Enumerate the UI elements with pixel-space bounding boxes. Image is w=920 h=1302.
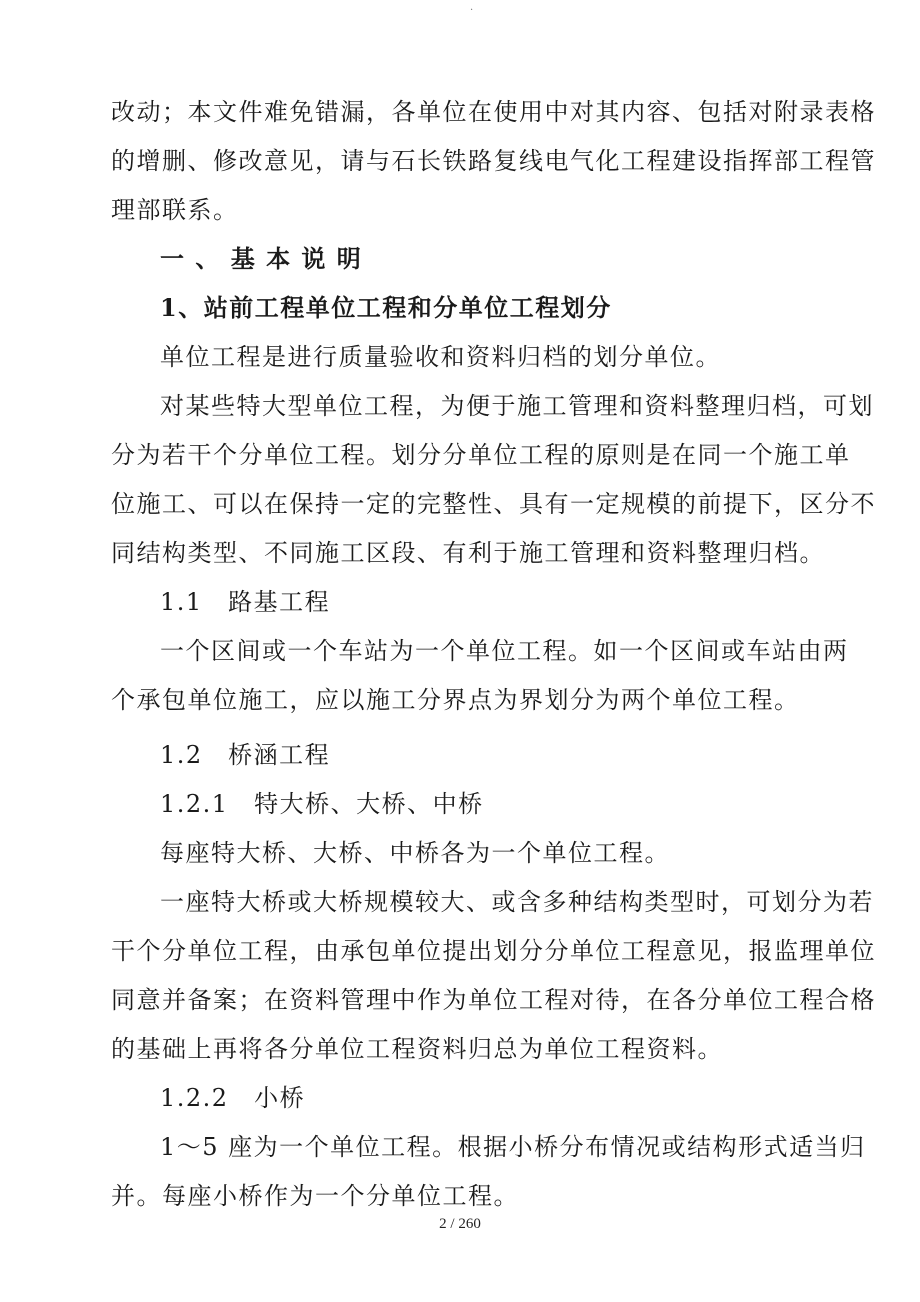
paragraph-6-line-1: 1～5 座为一个单位工程。根据小桥分布情况或结构形式适当归 [160, 1133, 866, 1161]
paragraph-6-line-2: 并。每座小桥作为一个分单位工程。 [111, 1182, 519, 1210]
heading-1-2: 1.2 桥涵工程 [160, 741, 331, 769]
paragraph-5-line-1: 一座特大桥或大桥规模较大、或含多种结构类型时，可划分为若 [160, 888, 874, 916]
paragraph-3-line-2: 个承包单位施工，应以施工分界点为界划分为两个单位工程。 [111, 686, 800, 714]
section-heading: 一 、 基 本 说 明 [160, 244, 363, 273]
paragraph-4: 每座特大桥、大桥、中桥各为一个单位工程。 [160, 839, 670, 867]
heading-1-2-2: 1.2.2 小桥 [160, 1084, 306, 1112]
paragraph-5-line-2: 干个分单位工程，由承包单位提出划分分单位工程意见，报监理单位 [111, 937, 876, 965]
heading-1-1: 1.1 路基工程 [160, 588, 331, 616]
heading-1-2-1: 1.2.1 特大桥、大桥、中桥 [160, 790, 484, 818]
header-dot: . [470, 2, 474, 13]
intro-line-2: 的增删、修改意见，请与石长铁路复线电气化工程建设指挥部工程管 [111, 147, 876, 175]
intro-line-3: 理部联系。 [111, 196, 239, 224]
paragraph-3-line-1: 一个区间或一个车站为一个单位工程。如一个区间或车站由两 [160, 637, 849, 665]
intro-line-1: 改动；本文件难免错漏，各单位在使用中对其内容、包括对附录表格 [111, 98, 876, 126]
paragraph-2-line-1: 对某些特大型单位工程，为便于施工管理和资料整理归档，可划 [160, 392, 874, 420]
paragraph-2-line-3: 位施工、可以在保持一定的完整性、具有一定规模的前提下，区分不 [111, 490, 876, 518]
paragraph-2-line-2: 分为若干个分单位工程。划分分单位工程的原则是在同一个施工单 [111, 441, 851, 469]
paragraph-1: 单位工程是进行质量验收和资料归档的划分单位。 [160, 343, 721, 371]
paragraph-5-line-4: 的基础上再将各分单位工程资料归总为单位工程资料。 [111, 1035, 723, 1063]
page-number: 2 / 260 [439, 1216, 481, 1232]
paragraph-2-line-4: 同结构类型、不同施工区段、有利于施工管理和资料整理归档。 [111, 539, 825, 567]
paragraph-5-line-3: 同意并备案；在资料管理中作为单位工程对待，在各分单位工程合格 [111, 986, 876, 1014]
sub-heading-1: 1、站前工程单位工程和分单位工程划分 [160, 293, 612, 322]
